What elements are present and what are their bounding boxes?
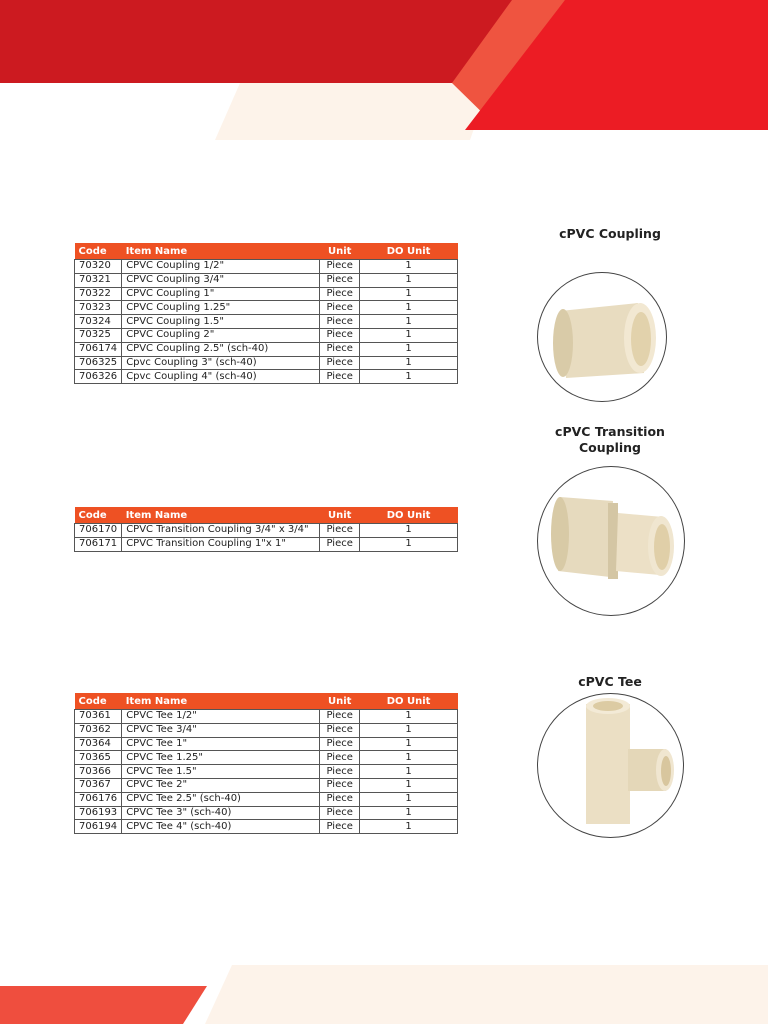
- column-header: Unit: [320, 693, 360, 710]
- column-header: Code: [75, 507, 122, 524]
- table-row: [75, 370, 458, 384]
- table-cell: CPVC Tee 1.25": [122, 751, 320, 765]
- table-cell: CPVC Tee 3/4": [122, 723, 320, 737]
- table-row: [75, 356, 458, 370]
- table-row: [75, 751, 458, 765]
- table-cell: 70320: [75, 260, 122, 274]
- table-cell: 1: [360, 710, 458, 724]
- table-cell: 1: [360, 723, 458, 737]
- table-header-row: [75, 243, 458, 260]
- table-header-row: [75, 693, 458, 710]
- coupling-image: [537, 272, 667, 402]
- table-row: [75, 778, 458, 792]
- column-header: Item Name: [122, 507, 320, 524]
- table-cell: 1: [360, 315, 458, 329]
- column-header: DO Unit: [360, 243, 458, 260]
- table-cell: Piece: [320, 737, 360, 751]
- table-cell: CPVC Coupling 1.25": [122, 301, 320, 315]
- table-cell: 70365: [75, 751, 122, 765]
- table-cell: Piece: [320, 751, 360, 765]
- table-cell: CPVC Tee 1/2": [122, 710, 320, 724]
- table-cell: 1: [360, 328, 458, 342]
- table-row: [75, 765, 458, 779]
- table-cell: CPVC Tee 1.5": [122, 765, 320, 779]
- column-header: Code: [75, 693, 122, 710]
- table-cell: CPVC Tee 2": [122, 778, 320, 792]
- table-cell: Piece: [320, 723, 360, 737]
- table-cell: 70367: [75, 778, 122, 792]
- table-cell: 1: [360, 524, 458, 538]
- table-cell: 1: [360, 370, 458, 384]
- tee-image: [537, 693, 684, 838]
- table-row: [75, 328, 458, 342]
- tee-table: [74, 693, 458, 834]
- table-cell: 1: [360, 778, 458, 792]
- table-cell: CPVC Coupling 1/2": [122, 260, 320, 274]
- table-cell: CPVC Transition Coupling 3/4" x 3/4": [122, 524, 320, 538]
- table-cell: 70366: [75, 765, 122, 779]
- coupling-title: cPVC Coupling: [559, 226, 661, 241]
- table-row: [75, 287, 458, 301]
- table-row: [75, 792, 458, 806]
- table-row: [75, 737, 458, 751]
- table-cell: 70361: [75, 710, 122, 724]
- table-cell: CPVC Coupling 1": [122, 287, 320, 301]
- table-row: [75, 342, 458, 356]
- table-cell: CPVC Transition Coupling 1"x 1": [122, 537, 320, 551]
- footer-red-band: [0, 986, 207, 1024]
- table-cell: Piece: [320, 765, 360, 779]
- table-cell: Piece: [320, 356, 360, 370]
- table-cell: 1: [360, 765, 458, 779]
- table-cell: 706171: [75, 537, 122, 551]
- table-row: [75, 260, 458, 274]
- table-cell: 1: [360, 287, 458, 301]
- table-cell: Piece: [320, 342, 360, 356]
- table-cell: 706326: [75, 370, 122, 384]
- table-cell: CPVC Tee 3" (sch-40): [122, 806, 320, 820]
- table-cell: 1: [360, 737, 458, 751]
- table-cell: Piece: [320, 260, 360, 274]
- table-row: [75, 806, 458, 820]
- table-cell: Piece: [320, 537, 360, 551]
- column-header: DO Unit: [360, 693, 458, 710]
- table-row: [75, 315, 458, 329]
- column-header: Item Name: [122, 243, 320, 260]
- table-cell: 706193: [75, 806, 122, 820]
- transition-coupling-image: [537, 466, 685, 616]
- tee-title: cPVC Tee: [578, 674, 642, 689]
- table-row: [75, 301, 458, 315]
- table-cell: Piece: [320, 287, 360, 301]
- table-cell: CPVC Coupling 1.5": [122, 315, 320, 329]
- transition-coupling-title: [520, 424, 700, 456]
- table-cell: Cpvc Coupling 4" (sch-40): [122, 370, 320, 384]
- table-cell: 706174: [75, 342, 122, 356]
- column-header: Code: [75, 243, 122, 260]
- transition-coupling-table: [74, 507, 458, 552]
- table-cell: 706176: [75, 792, 122, 806]
- table-cell: 70324: [75, 315, 122, 329]
- table-cell: 70325: [75, 328, 122, 342]
- coupling-table: [74, 243, 458, 384]
- table-cell: CPVC Tee 4" (sch-40): [122, 820, 320, 834]
- table-cell: 1: [360, 342, 458, 356]
- table-cell: Piece: [320, 806, 360, 820]
- table-cell: 1: [360, 301, 458, 315]
- table-cell: 70321: [75, 273, 122, 287]
- table-cell: 1: [360, 356, 458, 370]
- table-cell: Piece: [320, 820, 360, 834]
- title-line: cPVC Transition: [555, 424, 665, 439]
- table-cell: Piece: [320, 778, 360, 792]
- table-cell: CPVC Coupling 2.5" (sch-40): [122, 342, 320, 356]
- table-cell: Piece: [320, 273, 360, 287]
- table-cell: 70362: [75, 723, 122, 737]
- table-row: [75, 710, 458, 724]
- column-header: Unit: [320, 507, 360, 524]
- table-cell: 70323: [75, 301, 122, 315]
- table-cell: Piece: [320, 524, 360, 538]
- header-cream-stripe: [215, 83, 490, 140]
- table-cell: Piece: [320, 792, 360, 806]
- table-cell: Piece: [320, 301, 360, 315]
- table-cell: Piece: [320, 328, 360, 342]
- column-header: Item Name: [122, 693, 320, 710]
- table-cell: 1: [360, 260, 458, 274]
- table-cell: 706325: [75, 356, 122, 370]
- table-cell: Piece: [320, 315, 360, 329]
- column-header: Unit: [320, 243, 360, 260]
- table-cell: CPVC Tee 1": [122, 737, 320, 751]
- table-cell: 1: [360, 751, 458, 765]
- table-header-row: [75, 507, 458, 524]
- table-row: [75, 820, 458, 834]
- table-cell: 1: [360, 806, 458, 820]
- table-cell: CPVC Coupling 2": [122, 328, 320, 342]
- table-row: [75, 273, 458, 287]
- table-cell: Cpvc Coupling 3" (sch-40): [122, 356, 320, 370]
- table-cell: 1: [360, 820, 458, 834]
- table-cell: 1: [360, 273, 458, 287]
- table-cell: Piece: [320, 710, 360, 724]
- table-cell: 70322: [75, 287, 122, 301]
- table-row: [75, 723, 458, 737]
- table-cell: 1: [360, 792, 458, 806]
- table-cell: Piece: [320, 370, 360, 384]
- table-row: [75, 537, 458, 551]
- table-cell: CPVC Tee 2.5" (sch-40): [122, 792, 320, 806]
- title-line: Coupling: [578, 440, 642, 455]
- table-cell: 706170: [75, 524, 122, 538]
- table-cell: CPVC Coupling 3/4": [122, 273, 320, 287]
- column-header: DO Unit: [360, 507, 458, 524]
- table-cell: 70364: [75, 737, 122, 751]
- table-cell: 706194: [75, 820, 122, 834]
- table-cell: 1: [360, 537, 458, 551]
- table-row: [75, 524, 458, 538]
- footer-cream-band: [205, 965, 768, 1024]
